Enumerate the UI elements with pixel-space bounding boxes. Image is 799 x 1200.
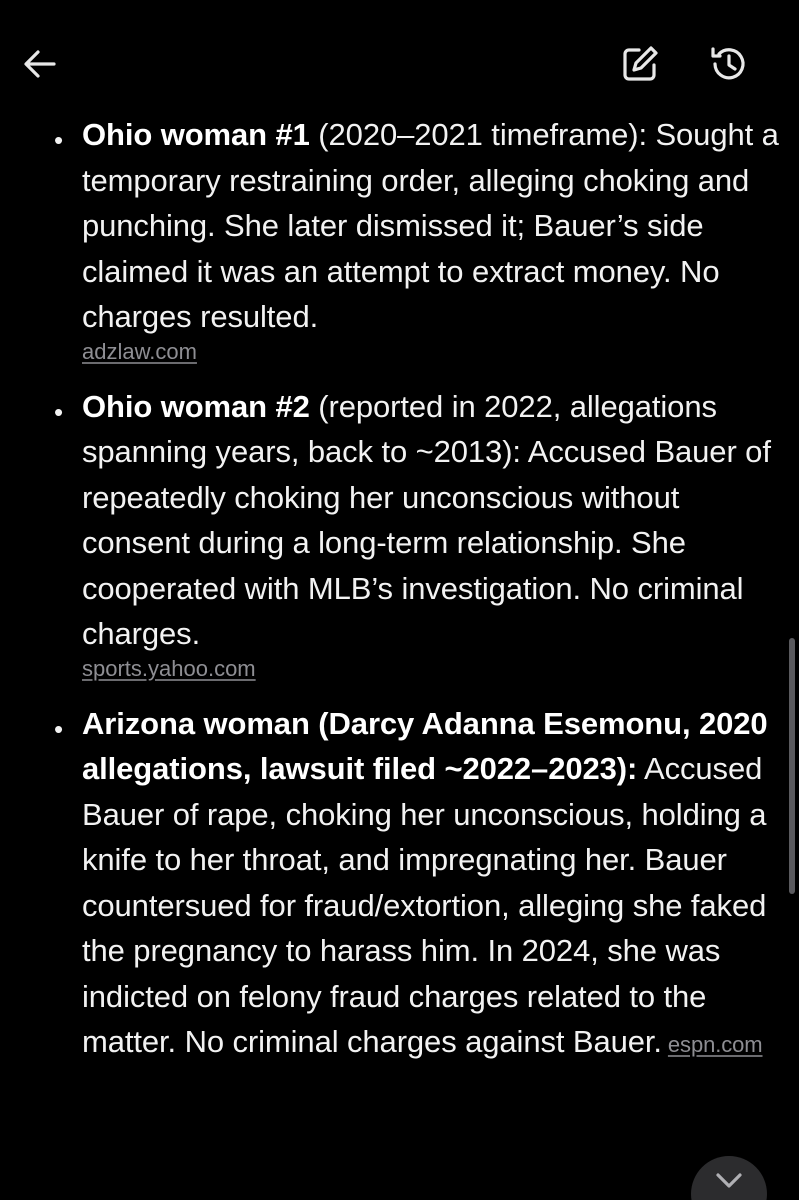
scroll-down-button[interactable] <box>691 1156 767 1200</box>
source-link[interactable]: sports.yahoo.com <box>82 655 256 681</box>
item-body: Accused Bauer of rape, choking her unconscious, holding a knife to her throat, and impregnating her. Bauer countersued for fraud/extortion, alleging she faked the pregnancy to harass him. In 2024, she was indicted on felony fraud charges related to the matter. No criminal charges against Bauer. <box>82 751 767 1059</box>
item-heading: Arizona woman (Darcy Adanna Esemonu, 2020 allegations, lawsuit filed ~2022–2023): <box>82 705 768 786</box>
bullet: • <box>54 396 64 427</box>
item-heading: Ohio woman #2 <box>82 388 310 424</box>
back-button[interactable] <box>16 40 64 88</box>
chevron-down-icon <box>712 1168 746 1192</box>
item-text <box>82 701 779 1065</box>
top-toolbar <box>0 0 799 120</box>
source-link[interactable]: espn.com <box>667 1032 763 1057</box>
list-item <box>0 701 799 1065</box>
scrollbar[interactable] <box>789 638 795 894</box>
response-content <box>0 112 799 1083</box>
bullet: • <box>54 713 64 744</box>
item-body: (reported in 2022, allegations spanning years, back to ~2013): Accused Bauer of repeatedly choking her unconscious without consent during a long-term relationship. She cooperated with MLB’s investigation. No criminal charges. <box>82 388 771 651</box>
bullet: • <box>54 125 64 155</box>
item-text <box>82 112 779 340</box>
list-item <box>0 112 799 366</box>
history-clock-icon <box>708 43 750 85</box>
item-body: (2020–2021 timeframe): Sought a temporary restraining order, alleging choking and punching. She later dismissed it; Bauer’s side claimed it was an attempt to extract money. No charges resulted. <box>82 117 779 334</box>
allegations-list <box>0 112 799 1065</box>
item-heading: Ohio woman #1 <box>82 117 310 152</box>
history-button[interactable] <box>705 40 753 88</box>
list-item <box>0 384 799 683</box>
source-link[interactable]: adzlaw.com <box>82 338 197 364</box>
item-text <box>82 384 779 657</box>
edit-square-icon <box>619 43 661 85</box>
new-chat-button[interactable] <box>616 40 664 88</box>
arrow-left-icon <box>22 46 58 82</box>
